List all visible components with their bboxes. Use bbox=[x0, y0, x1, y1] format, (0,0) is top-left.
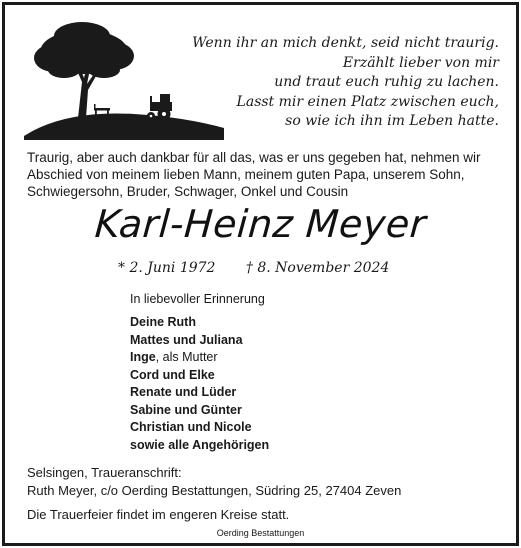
mourning-address bbox=[27, 464, 401, 500]
poem-line: und traut euch ruhig zu lachen. bbox=[274, 74, 499, 90]
address-line: Selsingen, Traueranschrift: bbox=[27, 465, 182, 480]
mourner-row bbox=[130, 367, 269, 385]
mourner-name: Deine Ruth bbox=[130, 315, 196, 329]
poem-line: Erzählt lieber von mir bbox=[342, 54, 499, 71]
intro-line: Traurig, aber auch dankbar für all das, was er uns gegeben hat, nehmen wir bbox=[27, 150, 481, 165]
mourner-row bbox=[130, 437, 269, 455]
mourner-name: Inge bbox=[130, 350, 156, 364]
mourner-name: Sabine und Günter bbox=[130, 402, 242, 417]
mourner-row bbox=[130, 384, 269, 402]
poem-line: Wenn ihr an mich denkt, seid nicht traurig. bbox=[192, 35, 499, 51]
birth-date: * 2. Juni 1972 bbox=[118, 260, 216, 276]
mourner-name: sowie alle Angehörigen bbox=[130, 437, 270, 452]
mourners-list bbox=[130, 314, 269, 454]
death-date: † 8. November 2024 bbox=[245, 260, 390, 276]
intro-line: Abschied von meinem lieben Mann, meinem guten Papa, unserem Sohn, bbox=[27, 167, 465, 182]
intro-text bbox=[27, 149, 497, 200]
deceased-name: Karl-Heinz Meyer bbox=[93, 202, 428, 246]
mourner-row bbox=[130, 349, 269, 367]
funeral-note: Die Trauerfeier findet im engeren Kreise statt. bbox=[27, 507, 290, 522]
tree-crown bbox=[34, 22, 134, 78]
mourner-row bbox=[130, 332, 269, 350]
mourner-suffix: , als Mutter bbox=[155, 350, 218, 364]
poem bbox=[179, 34, 499, 132]
memory-line: In liebevoller Erinnerung bbox=[130, 292, 265, 306]
intro-line: Schwiegersohn, Bruder, Schwager, Onkel und Cousin bbox=[27, 184, 349, 199]
mourner-row bbox=[130, 314, 269, 332]
poem-line: so wie ich ihn im Leben hatte. bbox=[285, 113, 499, 129]
poem-line: Lasst mir einen Platz zwischen euch, bbox=[236, 93, 499, 110]
mourner-name: Christian und Nicole bbox=[130, 420, 252, 434]
mourner-name: Cord und Elke bbox=[130, 367, 215, 382]
address-line: Ruth Meyer, c/o Oerding Bestattungen, Südring 25, 27404 Zeven bbox=[27, 483, 402, 498]
mourner-name: Mattes und Juliana bbox=[130, 332, 243, 347]
mourner-name: Renate und Lüder bbox=[130, 385, 237, 399]
life-dates bbox=[118, 260, 389, 276]
mourner-row bbox=[130, 419, 269, 437]
mourner-row bbox=[130, 402, 269, 420]
undertaker-credit: Oerding Bestattungen bbox=[216, 528, 305, 538]
